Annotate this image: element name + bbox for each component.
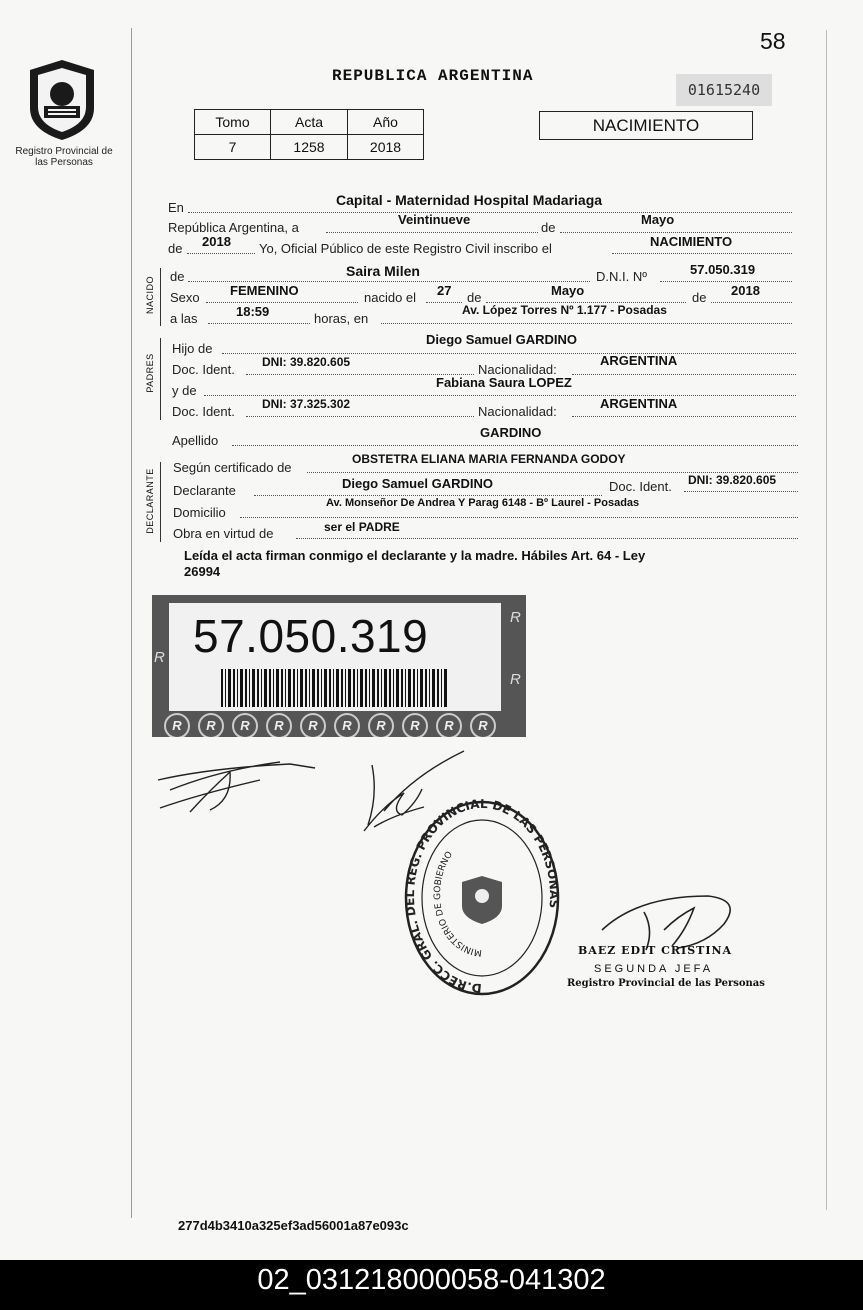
dotted-line — [572, 416, 796, 417]
file-id-footer — [0, 1260, 863, 1310]
barcode — [221, 669, 447, 707]
de-label: de — [170, 269, 185, 284]
dotted-line — [222, 353, 796, 354]
acta-anio: 2018 — [202, 234, 231, 249]
section-bracket-padres — [160, 338, 161, 420]
de-label: de — [467, 290, 482, 305]
section-bracket-nacido — [160, 268, 161, 326]
table-header-anio: Año — [348, 110, 424, 135]
dotted-line — [572, 374, 796, 375]
dotted-line — [660, 281, 792, 282]
nacido-lugar: Av. López Torres Nº 1.177 - Posadas — [462, 303, 667, 317]
nacido-dia: 27 — [437, 283, 452, 298]
nacido-el-label: nacido el — [364, 290, 417, 305]
padre-nombre: Diego Samuel GARDINO — [426, 332, 577, 347]
declarante-label: Declarante — [173, 483, 236, 498]
dotted-line — [204, 395, 796, 396]
apellido-value: GARDINO — [480, 425, 542, 440]
dotted-line — [426, 302, 462, 303]
segun-certificado-label: Según certificado de — [173, 460, 292, 475]
domicilio-label: Domicilio — [173, 505, 226, 520]
dni-number-label — [152, 595, 526, 737]
security-mark: R — [368, 713, 394, 737]
security-mark: R — [510, 671, 521, 688]
tomo-acta-table — [194, 109, 424, 160]
left-margin-rule — [131, 28, 132, 1218]
nacido-dni: 57.050.319 — [690, 262, 756, 277]
madre-nacionalidad: ARGENTINA — [600, 396, 678, 411]
declarante-doc: DNI: 39.820.605 — [688, 473, 777, 487]
dotted-line — [560, 232, 792, 233]
padre-doc: DNI: 39.820.605 — [262, 355, 351, 369]
registry-logo-icon — [24, 58, 100, 142]
dni-label: D.N.I. Nº — [596, 269, 647, 284]
obra-label: Obra en virtud de — [173, 526, 274, 541]
official-name: BAEZ EDIT CRISTINA — [578, 944, 733, 957]
section-bracket-declarante — [160, 462, 161, 542]
table-value-anio: 2018 — [348, 135, 424, 160]
dotted-line — [240, 517, 798, 518]
section-label-declarante: DECLARANTE — [145, 468, 155, 534]
sexo-label: Sexo — [170, 290, 200, 305]
dotted-line — [246, 416, 474, 417]
security-mark: R — [300, 713, 326, 737]
nacido-mes: Mayo — [551, 283, 585, 298]
table-value-acta: 1258 — [271, 135, 348, 160]
acta-lugar: Capital - Maternidad Hospital Madariaga — [336, 192, 603, 208]
de-label: de — [692, 290, 707, 305]
dotted-line — [208, 323, 310, 324]
republica-label: República Argentina, a — [168, 220, 299, 235]
table-value-tomo: 7 — [195, 135, 271, 160]
signature-declarante — [150, 750, 320, 820]
oficial-text: Yo, Oficial Público de este Registro Civil inscribo el — [259, 241, 552, 256]
nacido-nombre: Saira Milen — [346, 263, 420, 279]
doc-ident-label: Doc. Ident. — [172, 404, 235, 419]
security-mark: R — [232, 713, 258, 737]
declarante-nombre: Diego Samuel GARDINO — [342, 476, 493, 491]
en-label: En — [168, 200, 184, 215]
stamp-outer-text: D.RECC. GRAL. DEL REG. PROVINCIAL DE LAS PERSONAS — [402, 798, 562, 996]
dotted-line — [188, 281, 590, 282]
official-role: SEGUNDA JEFA — [594, 963, 714, 975]
document-type-box: NACIMIENTO — [539, 111, 753, 140]
madre-nombre: Fabiana Saura LOPEZ — [436, 375, 572, 390]
security-mark: R — [470, 713, 496, 737]
security-mark: R — [164, 713, 190, 737]
closing-paragraph — [184, 548, 790, 579]
stamp-inner-text: MINISTERIO DE GOBIERNO — [432, 849, 483, 958]
dotted-line — [296, 538, 798, 539]
file-id-text: 02_031218000058-041302 — [257, 1264, 606, 1296]
official-organization: Registro Provincial de las Personas — [567, 978, 765, 989]
horas-en-label: horas, en — [314, 311, 369, 326]
serial-number: 01615240 — [676, 74, 772, 106]
security-mark: R — [266, 713, 292, 737]
acta-mes: Mayo — [641, 212, 675, 227]
closing-line-1: Leída el acta firman conmigo el declarante y la madre. Hábiles Art. 64 - Ley — [184, 548, 646, 563]
table-header-acta: Acta — [271, 110, 348, 135]
apellido-label: Apellido — [172, 433, 219, 448]
security-mark: R — [510, 609, 521, 626]
security-mark: R — [334, 713, 360, 737]
dotted-line — [711, 302, 792, 303]
a-las-label: a las — [170, 311, 198, 326]
document-title: REPUBLICA ARGENTINA — [332, 67, 534, 85]
acta-inscripcion: NACIMIENTO — [650, 234, 733, 249]
dotted-line — [684, 491, 798, 492]
y-de-label: y de — [172, 383, 197, 398]
nacido-hora: 18:59 — [236, 304, 270, 319]
dni-label-number: 57.050.319 — [193, 610, 429, 662]
registry-logo-caption: Registro Provincial de las Personas — [15, 146, 113, 168]
padre-nacionalidad: ARGENTINA — [600, 353, 678, 368]
section-label-nacido: NACIDO — [145, 276, 155, 315]
doc-ident-label: Doc. Ident. — [609, 479, 672, 494]
doc-ident-label: Doc. Ident. — [172, 362, 235, 377]
security-mark: R — [436, 713, 462, 737]
security-mark: R — [154, 649, 165, 666]
dotted-line — [381, 323, 792, 324]
dni-label-inner — [169, 603, 501, 711]
de-label: de — [541, 220, 556, 235]
document-hash: 277d4b3410a325ef3ad56001a87e093c — [178, 1218, 409, 1233]
dotted-line — [254, 495, 602, 496]
nacionalidad-label: Nacionalidad: — [478, 362, 557, 377]
closing-line-2: 26994 — [184, 564, 221, 579]
certificado-value: OBSTETRA ELIANA MARIA FERNANDA GODOY — [352, 452, 626, 466]
security-mark: R — [402, 713, 428, 737]
page-number: 58 — [760, 28, 786, 54]
security-mark: R — [198, 713, 224, 737]
dotted-line — [612, 253, 792, 254]
madre-doc: DNI: 37.325.302 — [262, 397, 351, 411]
right-margin-rule — [826, 30, 827, 1210]
obra-value: ser el PADRE — [324, 520, 400, 534]
nacionalidad-label: Nacionalidad: — [478, 404, 557, 419]
dotted-line — [188, 212, 792, 213]
table-header-tomo: Tomo — [195, 110, 271, 135]
dotted-line — [187, 253, 255, 254]
dotted-line — [326, 232, 538, 233]
section-label-padres: PADRES — [145, 353, 155, 393]
dotted-line — [206, 302, 358, 303]
domicilio-value: Av. Monseñor De Andrea Y Parag 6148 - Bº Laurel - Posadas — [326, 497, 640, 509]
official-stamp-icon — [402, 798, 562, 998]
dotted-line — [232, 445, 798, 446]
nacido-anio: 2018 — [731, 283, 760, 298]
de-label: de — [168, 241, 183, 256]
nacido-sexo: FEMENINO — [230, 283, 299, 298]
acta-dia: Veintinueve — [398, 212, 471, 227]
hijo-de-label: Hijo de — [172, 341, 213, 356]
